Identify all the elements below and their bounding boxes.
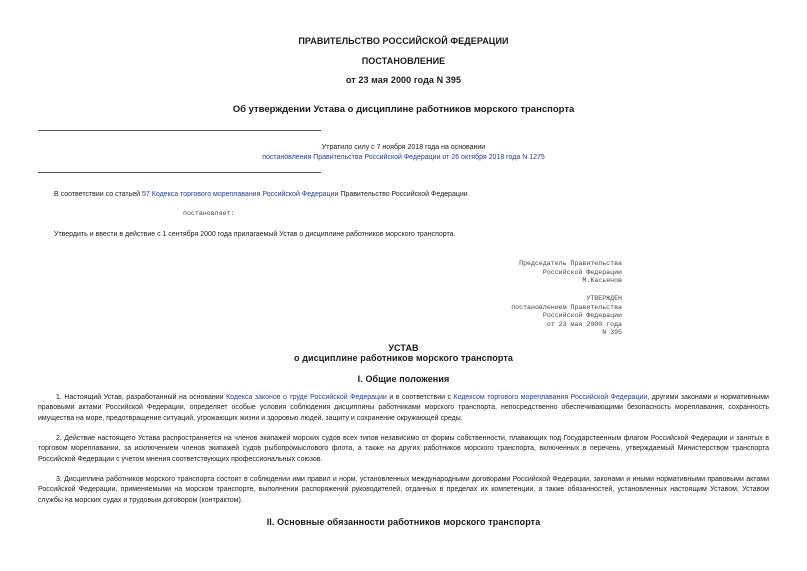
doc-type-heading: ПОСТАНОВЛЕНИЕ — [361, 56, 446, 66]
charter-subtitle: о дисциплине работников морского транспорта — [294, 353, 513, 363]
paragraph-2: 2. Действие настоящего Устава распространяется на членов экипажей морских судов всех типов независимо от формы собственности, плавающих под Государственным флагом Российской Федерации и занятых в торговом мореплавании, за исключением членов экипажей судов рыбопромыслового флота, а также на других работников морского транспорта, включенных в перечень, утверждаемый Министерством транспорта Российской Федерации с учетом мнения соответствующих профессиональных союзов. — [38, 435, 769, 463]
signature-country: Российской Федерации — [542, 268, 622, 276]
separator-rule-2 — [38, 172, 321, 173]
signature-block — [519, 260, 622, 286]
approved-date: от 23 мая 2000 года — [546, 320, 622, 328]
date-number-heading: от 23 мая 2000 года N 395 — [345, 75, 462, 85]
p1-text-c: , другими законами и нормативными правовыми актами Российской Федерации, определяет особые условия соблюдения дисциплины работниками морского транспорта, непосредственно обеспечивающими безопасность мореплавания, сохранность имущества на море, предотвращение ситуаций, угрожающих жизни и здоровью людей, защиту и сохранение окружающей среды. — [38, 394, 769, 422]
approved-country: Российской Федерации — [542, 312, 622, 320]
status-note: Утратило силу с 7 ноября 2018 года на основании — [321, 144, 486, 151]
decree-word: постановляет: — [183, 210, 235, 217]
section-2-heading: II. Основные обязанности работников морского транспорта — [266, 517, 541, 527]
charter-title: УСТАВ — [388, 343, 419, 353]
maritime-code-link[interactable]: Кодексом торгового мореплавания Российской Федерации — [453, 394, 648, 401]
approved-number: N 395 — [602, 329, 622, 337]
signature-name: М.Касьянов — [582, 277, 622, 285]
preamble — [54, 190, 468, 200]
document-title: Об утверждении Устава о дисциплине работников морского транспорта — [232, 104, 575, 115]
approve-statement: Утвердить и ввести в действие с 1 сентября 2000 года прилагаемый Устав о дисциплине работников морского транспорта. — [54, 231, 456, 238]
maritime-code-article-link[interactable]: 57 Кодекса торгового мореплавания Российской Федерации — [142, 191, 339, 198]
section-1-heading: I. Общие положения — [357, 374, 450, 384]
status-link-row — [0, 154, 807, 161]
paragraph-1 — [38, 393, 769, 424]
separator-rule — [38, 130, 321, 131]
government-heading: ПРАВИТЕЛЬСТВО РОССИЙСКОЙ ФЕДЕРАЦИИ — [298, 36, 509, 46]
labor-code-link[interactable]: Кодекса законов о труде Российской Федерации — [226, 394, 387, 401]
p1-text-a: 1. Настоящий Устав, разработанный на основании — [56, 394, 227, 401]
approval-stamp-block — [511, 295, 622, 338]
p1-text-b: и в соответствии с — [386, 394, 454, 401]
preamble-text-before: В соответствии со статьей — [54, 191, 143, 198]
approved-word: УТВЕРЖДЕН — [586, 295, 622, 302]
paragraph-3: 3. Дисциплина работников морского транспорта состоит в соблюдении ими правил и норм, установленных международными договорами Российской Федерации, законами и иными нормативными правовыми актами Российской Федерации, применяемыми на морском транспорте, выполнении распоряжений руководителей, отданных в пределах их компетенции, а также обязанностей, установленных настоящим Уставом, Уставом службы на морских судах и трудовым договором (контрактом). — [38, 476, 769, 504]
signature-position: Председатель Правительства — [519, 260, 622, 267]
repeal-decree-link[interactable]: постановления Правительства Российской Федерации от 26 октября 2018 года N 1275 — [262, 154, 545, 161]
approved-by: постановлением Правительства — [511, 303, 622, 311]
preamble-text-after: Правительство Российской Федерации — [338, 191, 468, 198]
